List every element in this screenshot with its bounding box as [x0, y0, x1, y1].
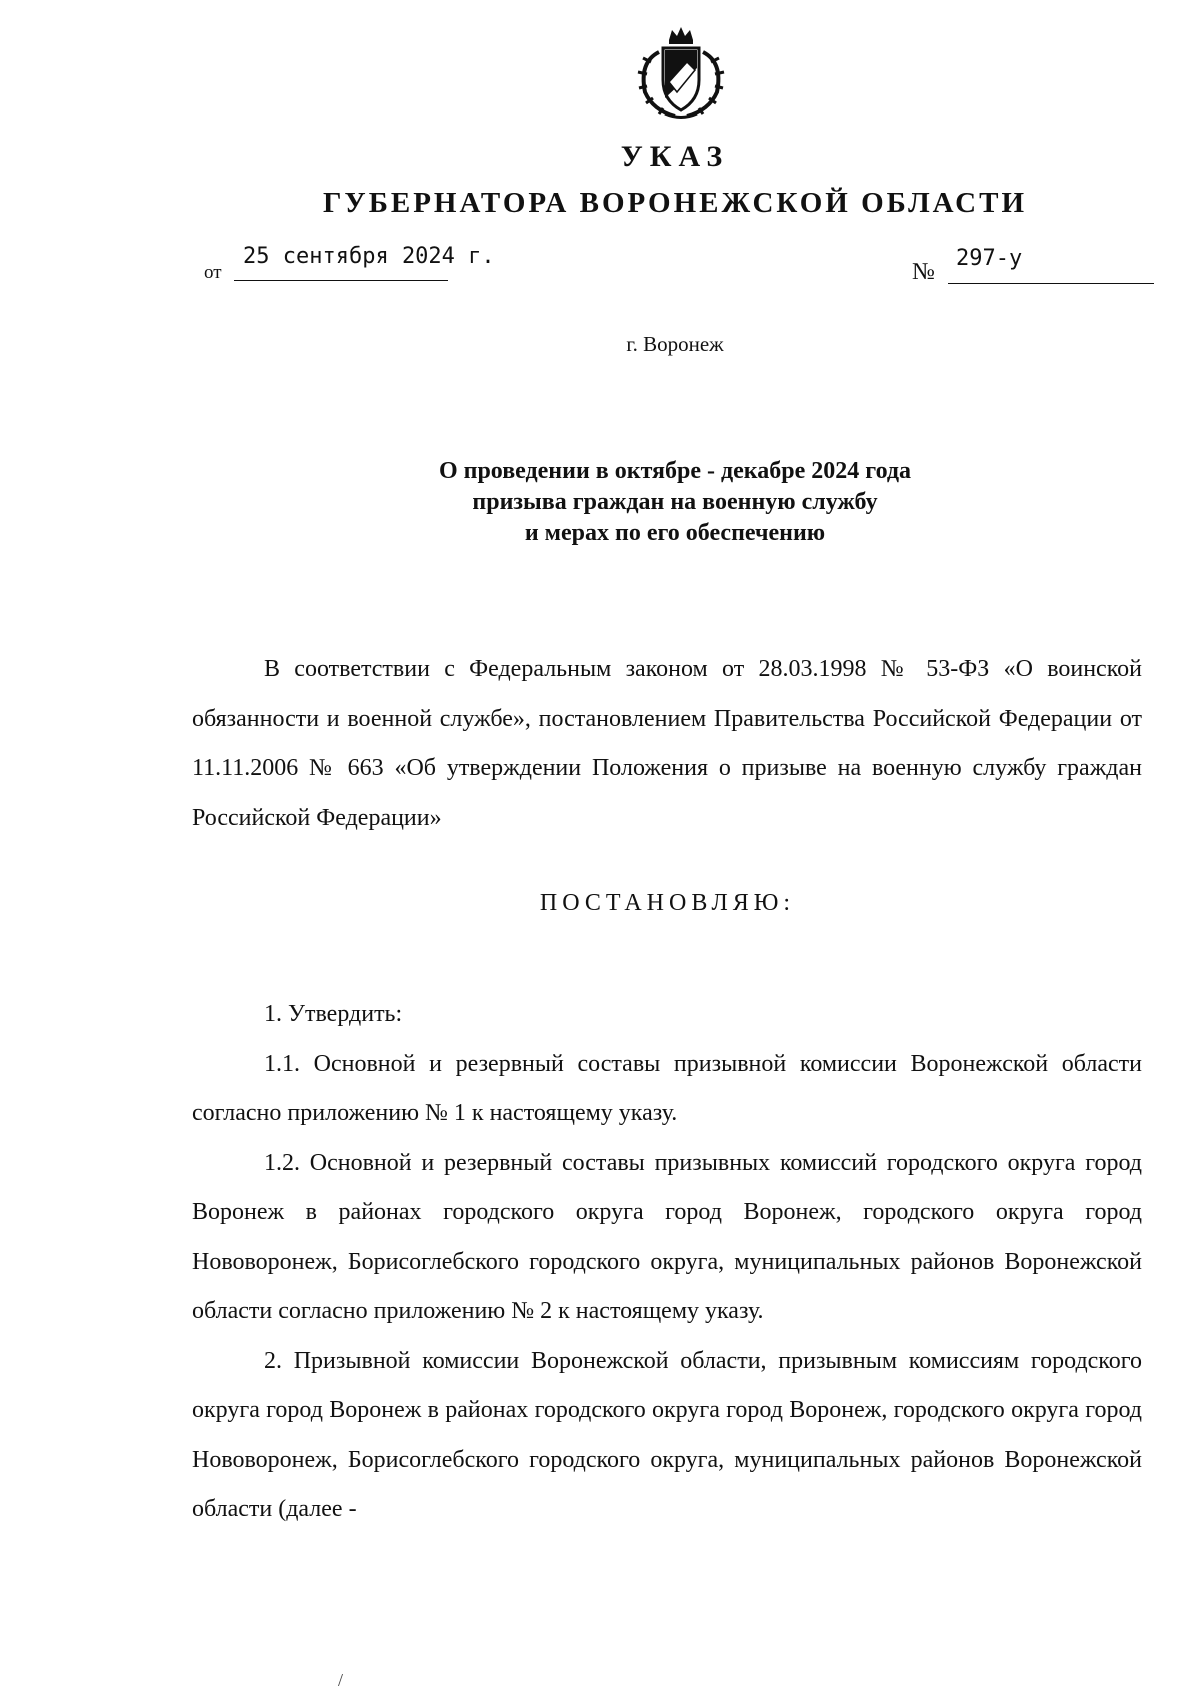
paragraph: 1.1. Основной и резервный составы призывной комиссии Воронежской области согласно приложению № 1 к настоящему указу. — [192, 1050, 1142, 1126]
document-body — [192, 990, 1142, 1535]
decree-word: ПОСТАНОВЛЯЮ: — [539, 890, 796, 916]
document-type: УКАЗ — [620, 140, 730, 173]
coat-of-arms-icon — [625, 22, 737, 122]
title-line: О проведении в октябре - декабре 2024 года — [438, 458, 912, 484]
document-title — [200, 456, 1150, 549]
date-label: от — [204, 262, 222, 283]
date-underline — [234, 280, 448, 281]
paragraph: 2. Призывной комиссии Воронежской области, призывным комиссиям городского округа город Воронеж в районах городского округа город Воронеж, городского округа город Нововоронеж, Борисоглебского городского округа, муниципальных районов Воронежской области (далее - — [192, 1347, 1142, 1522]
title-line: призыва граждан на военную службу — [472, 489, 878, 515]
paragraph: 1.2. Основной и резервный составы призывных комиссий городского округа город Воронеж в районах городского округа город Воронеж, городского округа город Нововоронеж, Борисоглебского городского округа, муниципальных районов Воронежской области согласно приложению № 2 к настоящему указу. — [192, 1149, 1142, 1324]
number-label: № — [912, 259, 935, 285]
margin-mark: / — [338, 1670, 344, 1690]
preamble-paragraph: В соответствии с Федеральным законом от 28.03.1998 № 53-ФЗ «О воинской обязанности и военной службе», постановлением Правительства Российской Федерации от 11.11.2006 № 663 «Об утверждении Положения о призыве на военную службу граждан Российской Федерации» — [192, 656, 1142, 831]
title-line: и мерах по его обеспечению — [524, 520, 826, 546]
city-name: г. Воронеж — [626, 332, 724, 356]
paragraph: 1. Утвердить: — [264, 1001, 403, 1027]
number-value: 297-у — [956, 246, 1023, 271]
date-value: 25 сентября 2024 г. — [243, 244, 495, 269]
number-underline — [948, 283, 1154, 284]
issuer-title: ГУБЕРНАТОРА ВОРОНЕЖСКОЙ ОБЛАСТИ — [322, 187, 1028, 219]
